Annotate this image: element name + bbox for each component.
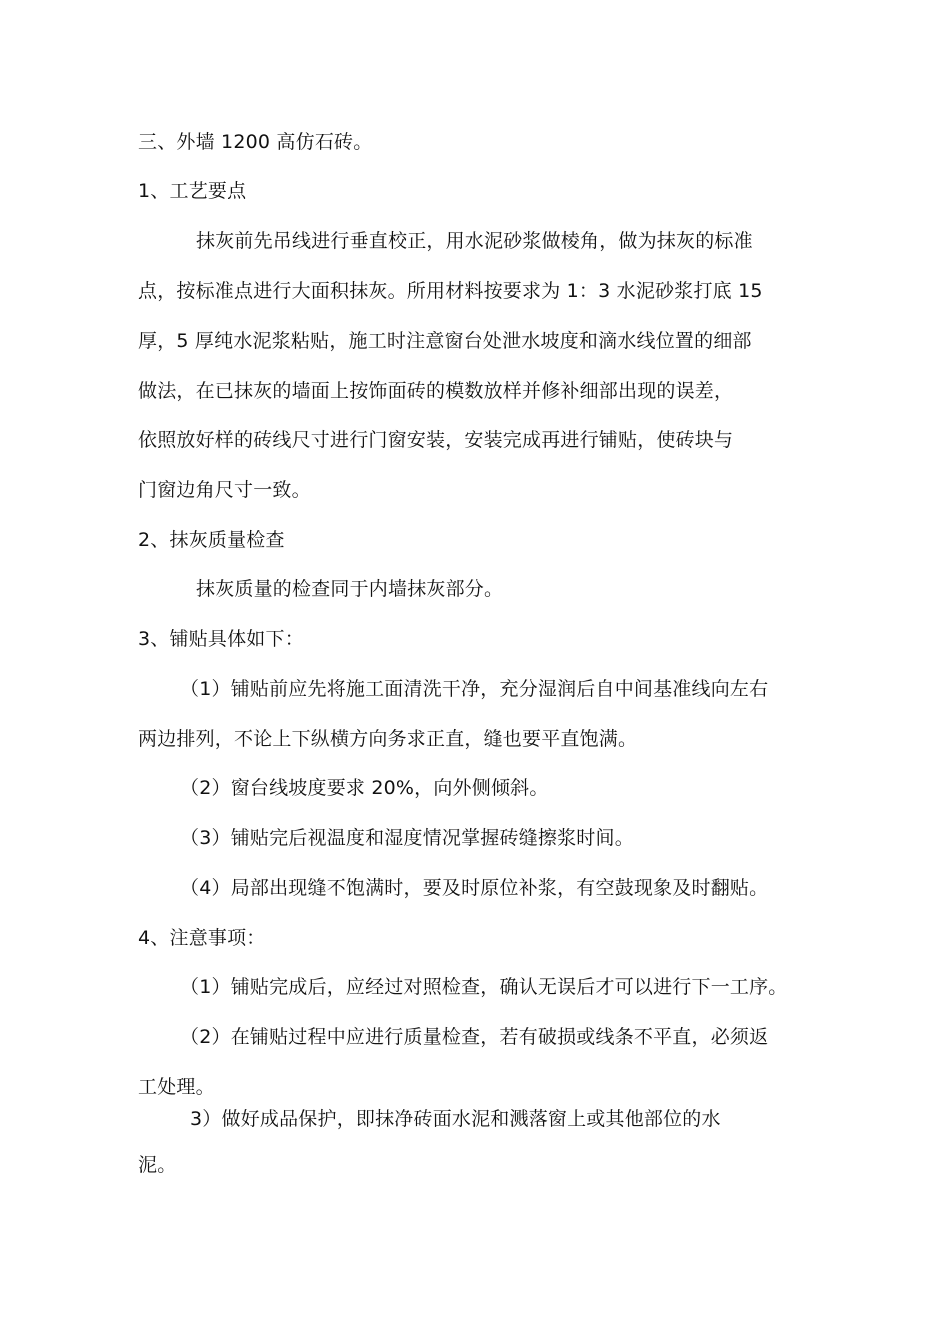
list-item: （2）在铺贴过程中应进行质量检查，若有破损或线条不平直，必须返 — [180, 1026, 769, 1048]
subsection-heading: 2、抹灰质量检查 — [138, 529, 285, 551]
paragraph-line: 门窗边角尺寸一致。 — [138, 479, 311, 501]
subsection-heading: 4、注意事项： — [138, 927, 266, 949]
list-item: （3）铺贴完后视温度和湿度情况掌握砖缝擦浆时间。 — [180, 827, 634, 849]
list-item: （2）窗台线坡度要求 20%，向外侧倾斜。 — [180, 777, 549, 799]
list-item: 3）做好成品保护，即抹净砖面水泥和溅落窗上或其他部位的水 — [190, 1108, 721, 1130]
subsection-heading: 3、铺贴具体如下： — [138, 628, 304, 650]
list-item: （4）局部出现缝不饱满时，要及时原位补浆，有空鼓现象及时翻贴。 — [180, 877, 769, 899]
list-item-continuation: 两边排列，不论上下纵横方向务求正直，缝也要平直饱满。 — [138, 728, 638, 750]
list-item-continuation: 泥。 — [138, 1154, 177, 1176]
list-item-continuation: 工处理。 — [138, 1076, 215, 1098]
list-item: （1）铺贴完成后，应经过对照检查，确认无误后才可以进行下一工序。 — [180, 976, 788, 998]
paragraph-line: 抹灰质量的检查同于内墙抹灰部分。 — [196, 578, 504, 600]
paragraph-line: 依照放好样的砖线尺寸进行门窗安装，安装完成再进行铺贴，使砖块与 — [138, 429, 734, 451]
list-item: （1）铺贴前应先将施工面清洗干净，充分湿润后自中间基准线向左右 — [180, 678, 769, 700]
section-heading: 三、外墙 1200 高仿石砖。 — [138, 131, 373, 153]
paragraph-line: 做法，在已抹灰的墙面上按饰面砖的模数放样并修补细部出现的误差， — [138, 380, 734, 402]
paragraph-line: 点，按标准点进行大面积抹灰。所用材料按要求为 1：3 水泥砂浆打底 15 — [138, 280, 763, 302]
subsection-heading: 1、工艺要点 — [138, 180, 247, 202]
paragraph-line: 厚，5 厚纯水泥浆粘贴，施工时注意窗台处泄水坡度和滴水线位置的细部 — [138, 330, 752, 352]
paragraph-line: 抹灰前先吊线进行垂直校正，用水泥砂浆做棱角，做为抹灰的标准 — [196, 230, 753, 252]
